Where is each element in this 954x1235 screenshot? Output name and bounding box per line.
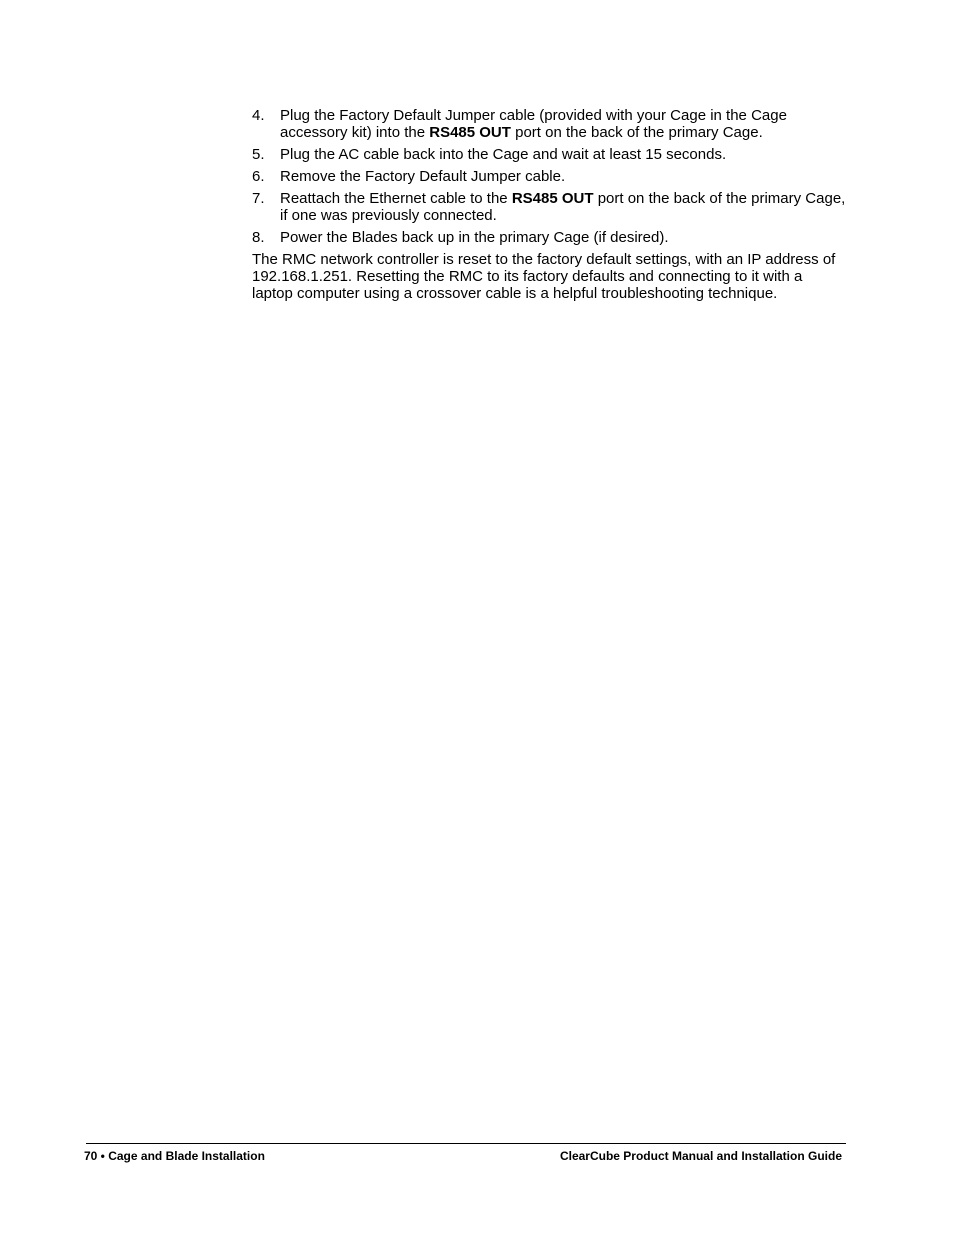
step-text xyxy=(280,107,847,141)
step-text-part: Reattach the Ethernet cable to the xyxy=(280,190,512,207)
procedure-steps xyxy=(252,107,847,246)
step-text: Remove the Factory Default Jumper cable. xyxy=(280,168,566,185)
step-7 xyxy=(252,190,847,224)
step-number: 5. xyxy=(252,146,265,163)
step-text-part: port on the back of the primary Cage. xyxy=(510,124,763,141)
step-number: 7. xyxy=(252,190,265,207)
step-text-part: port on the back of the primary Cage, if one was previously connected. xyxy=(280,190,846,224)
step-text xyxy=(280,190,847,224)
footer-divider xyxy=(86,1143,846,1144)
page-body xyxy=(252,107,847,302)
port-label: RS485 OUT xyxy=(511,190,594,207)
footer-page-section: 70 • Cage and Blade Installation xyxy=(84,1149,265,1163)
step-number: 6. xyxy=(252,168,265,185)
step-text-part: Plug the Factory Default Jumper cable (provided with your Cage in the Cage accessory kit) into the xyxy=(280,107,787,141)
step-8 xyxy=(252,229,847,246)
result-paragraph: The RMC network controller is reset to the factory default settings, with an IP address of 192.168.1.251. Resetting the RMC to its factory defaults and connecting to it with a laptop computer using a crossover cable is a helpful troubleshooting technique. xyxy=(252,251,836,302)
port-label: RS485 OUT xyxy=(429,124,511,141)
step-4 xyxy=(252,107,847,141)
step-6 xyxy=(252,168,847,185)
step-text: Power the Blades back up in the primary Cage (if desired). xyxy=(280,229,669,246)
footer-book-title: ClearCube Product Manual and Installation Guide xyxy=(559,1149,842,1163)
step-number: 8. xyxy=(252,229,265,246)
step-text: Plug the AC cable back into the Cage and wait at least 15 seconds. xyxy=(280,146,727,163)
step-5 xyxy=(252,146,847,163)
step-number: 4. xyxy=(252,107,265,124)
